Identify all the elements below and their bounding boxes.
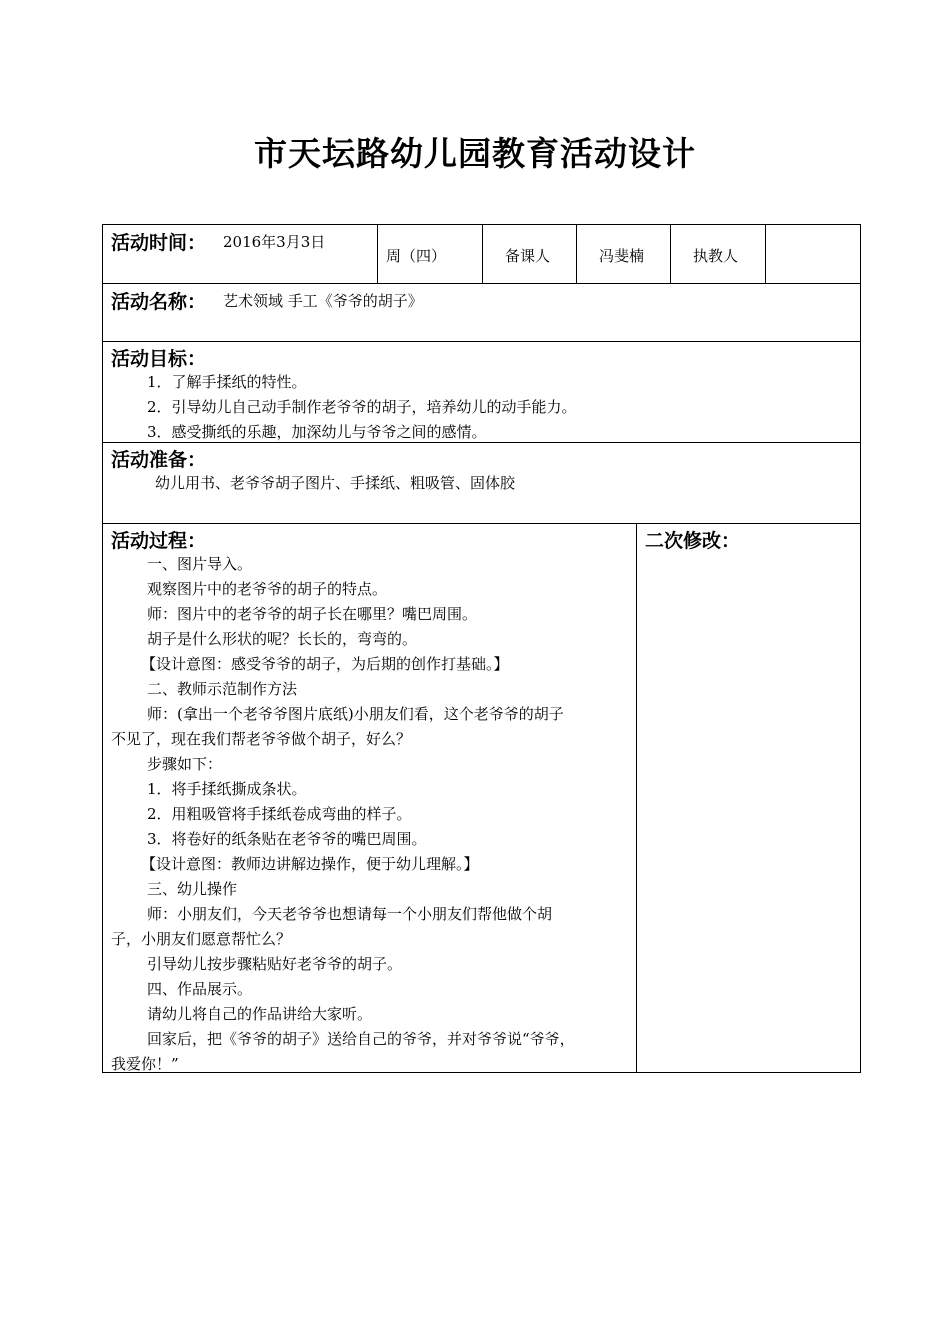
- process-line: 二、教师示范制作方法: [147, 680, 298, 698]
- process-line: 2．用粗吸管将手揉纸卷成弯曲的样子。: [147, 805, 412, 823]
- weekday-cell: [377, 224, 483, 284]
- preparer-name-cell: [576, 224, 671, 284]
- revision-label: 二次修改：: [645, 530, 741, 552]
- teacher-name-cell: [765, 224, 861, 284]
- preparer-label: 备课人: [505, 247, 551, 265]
- prep-value: 幼儿用书、老爷爷胡子图片、手揉纸、粗吸管、固体胶: [155, 474, 516, 492]
- activity-name-label: 活动名称：: [111, 291, 207, 313]
- document-title: 市天坛路幼儿园教育活动设计: [254, 134, 696, 173]
- process-line: 【设计意图：感受爷爷的胡子，为后期的创作打基础。】: [141, 655, 509, 673]
- process-line: 请幼儿将自己的作品讲给大家听。: [147, 1005, 373, 1023]
- process-line: 我爱你！”: [111, 1055, 179, 1073]
- process-line: 【设计意图：教师边讲解边操作，便于幼儿理解。】: [141, 855, 479, 873]
- time-cell: [102, 224, 378, 284]
- process-label: 活动过程：: [111, 530, 207, 552]
- goal-item: 1．了解手揉纸的特性。: [147, 373, 307, 391]
- revision-cell: [636, 523, 861, 1073]
- process-line: 胡子是什么形状的呢？长长的，弯弯的。: [147, 630, 418, 648]
- time-value: 2016年3月3日: [223, 233, 326, 251]
- process-line: 子，小朋友们愿意帮忙么？: [111, 930, 292, 948]
- process-line: 1．将手揉纸撕成条状。: [147, 780, 307, 798]
- process-line: 师：图片中的老爷爷的胡子长在哪里？嘴巴周围。: [147, 605, 478, 623]
- process-line: 回家后，把《爷爷的胡子》送给自己的爷爷，并对爷爷说“爷爷，: [147, 1030, 575, 1048]
- process-line: 步骤如下：: [147, 755, 223, 773]
- preparer-name: 冯斐楠: [599, 247, 645, 265]
- goal-item: 2．引导幼儿自己动手制作老爷爷的胡子，培养幼儿的动手能力。: [147, 398, 577, 416]
- goal-item: 3．感受撕纸的乐趣，加深幼儿与爷爷之间的感情。: [147, 423, 487, 441]
- process-line: 师：(拿出一个老爷爷图片底纸)小朋友们看，这个老爷爷的胡子: [147, 705, 564, 723]
- goals-label: 活动目标：: [111, 348, 207, 370]
- process-line: 师：小朋友们，今天老爷爷也想请每一个小朋友们帮他做个胡: [147, 905, 553, 923]
- process-line: 一、图片导入。: [147, 555, 253, 573]
- process-line: 三、幼儿操作: [147, 880, 238, 898]
- weekday-value: 周（四）: [386, 247, 447, 265]
- process-line: 不见了，现在我们帮老爷爷做个胡子，好么？: [111, 730, 412, 748]
- process-cell: [102, 523, 637, 1073]
- preparer-label-cell: [482, 224, 577, 284]
- process-line: 引导幼儿按步骤粘贴好老爷爷的胡子。: [147, 955, 403, 973]
- activity-name-cell: [102, 283, 861, 342]
- teacher-label: 执教人: [693, 247, 739, 265]
- activity-name-value: 艺术领域 手工《爷爷的胡子》: [223, 292, 423, 310]
- process-line: 四、作品展示。: [147, 980, 253, 998]
- prep-label: 活动准备：: [111, 449, 207, 471]
- teacher-label-cell: [670, 224, 766, 284]
- process-line: 3．将卷好的纸条贴在老爷爷的嘴巴周围。: [147, 830, 427, 848]
- process-line: 观察图片中的老爷爷的胡子的特点。: [147, 580, 388, 598]
- prep-cell: [102, 442, 861, 524]
- time-label: 活动时间：: [111, 232, 207, 254]
- goals-cell: [102, 341, 861, 443]
